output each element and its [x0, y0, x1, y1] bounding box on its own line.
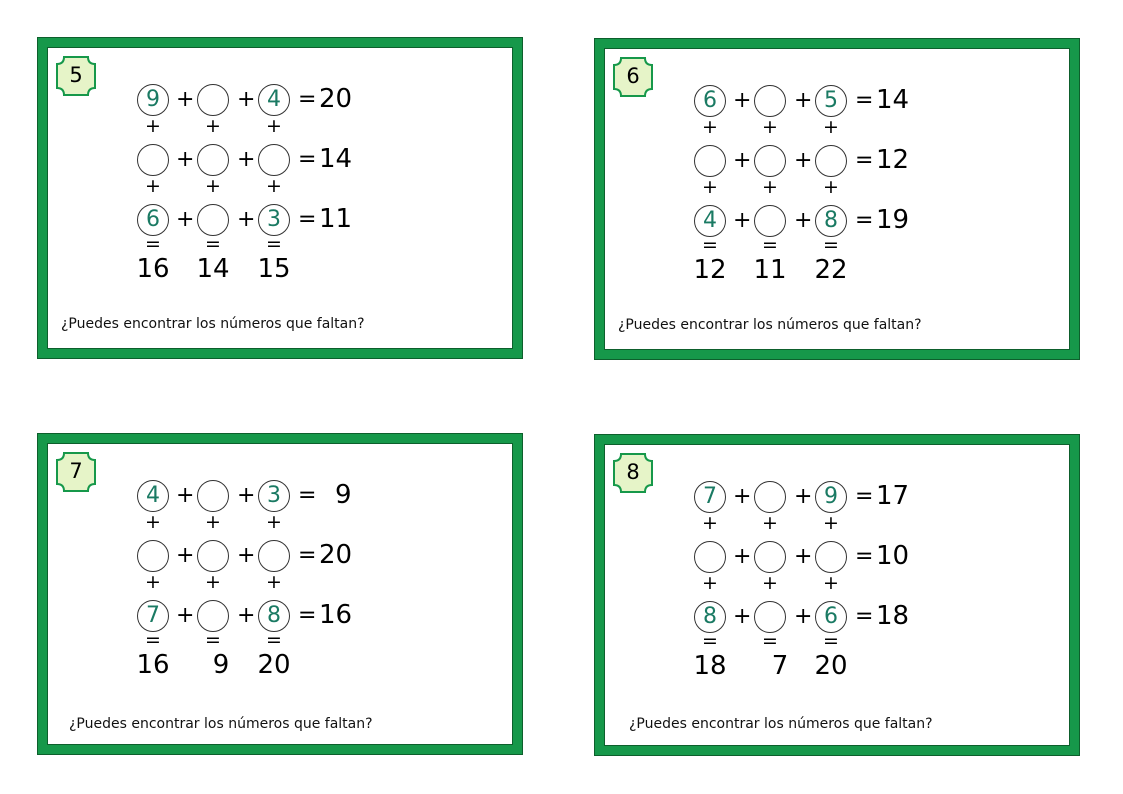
- plus-sign: +: [702, 116, 718, 138]
- puzzle-card-8: [594, 434, 1080, 756]
- row-sum: 11: [319, 204, 353, 234]
- answer-cell[interactable]: [694, 541, 726, 573]
- equals-sign: =: [205, 233, 221, 255]
- question-text: ¿Puedes encontrar los números que faltan?: [69, 716, 373, 732]
- answer-cell[interactable]: [694, 145, 726, 177]
- equals-sign: =: [298, 207, 317, 232]
- equals-sign: =: [823, 630, 839, 652]
- answer-cell[interactable]: 3: [258, 480, 290, 512]
- equals-sign: =: [855, 484, 874, 509]
- card-number: 8: [626, 460, 640, 484]
- plus-sign: +: [794, 88, 813, 113]
- answer-cell[interactable]: 8: [258, 600, 290, 632]
- plus-sign: +: [266, 571, 282, 593]
- plus-sign: +: [794, 604, 813, 629]
- equals-sign: =: [855, 148, 874, 173]
- answer-cell[interactable]: 8: [694, 601, 726, 633]
- column-sum: 15: [257, 254, 291, 284]
- equals-sign: =: [762, 234, 778, 256]
- plus-sign: +: [702, 512, 718, 534]
- answer-cell[interactable]: [754, 85, 786, 117]
- plus-sign: +: [205, 115, 221, 137]
- card-panel: [604, 444, 1070, 746]
- equals-sign: =: [145, 629, 161, 651]
- plus-sign: +: [823, 176, 839, 198]
- answer-cell[interactable]: [258, 540, 290, 572]
- plus-sign: +: [266, 511, 282, 533]
- plus-sign: +: [176, 207, 195, 232]
- answer-cell[interactable]: 6: [694, 85, 726, 117]
- plus-sign: +: [266, 115, 282, 137]
- row-sum: 18: [876, 601, 910, 631]
- equals-sign: =: [855, 208, 874, 233]
- number-puzzle-grid: [137, 84, 397, 304]
- answer-cell[interactable]: 6: [815, 601, 847, 633]
- plus-sign: +: [794, 544, 813, 569]
- answer-cell[interactable]: [197, 204, 229, 236]
- answer-cell[interactable]: [754, 541, 786, 573]
- card-number-badge: [54, 450, 98, 494]
- plus-sign: +: [733, 208, 752, 233]
- answer-cell[interactable]: 9: [137, 84, 169, 116]
- plus-sign: +: [237, 543, 256, 568]
- plus-sign: +: [237, 87, 256, 112]
- column-sum: 9: [212, 650, 230, 680]
- row-sum: 20: [319, 84, 353, 114]
- column-sum: 20: [257, 650, 291, 680]
- number-puzzle-grid: [694, 481, 954, 701]
- equals-sign: =: [266, 629, 282, 651]
- plus-sign: +: [762, 116, 778, 138]
- card-number-badge: [611, 451, 655, 495]
- puzzle-card-6: [594, 38, 1080, 360]
- card-number: 6: [626, 64, 640, 88]
- plus-sign: +: [205, 511, 221, 533]
- answer-cell[interactable]: [258, 144, 290, 176]
- equals-sign: =: [702, 630, 718, 652]
- row-sum: 16: [319, 600, 353, 630]
- equals-sign: =: [298, 87, 317, 112]
- answer-cell[interactable]: 4: [137, 480, 169, 512]
- row-sum: 10: [876, 541, 910, 571]
- plus-sign: +: [266, 175, 282, 197]
- equals-sign: =: [762, 630, 778, 652]
- answer-cell[interactable]: [815, 541, 847, 573]
- answer-cell[interactable]: [137, 540, 169, 572]
- question-text: ¿Puedes encontrar los números que faltan?: [629, 716, 933, 732]
- card-number: 7: [69, 459, 83, 483]
- row-sum: 17: [876, 481, 910, 511]
- plus-sign: +: [794, 148, 813, 173]
- equals-sign: =: [298, 543, 317, 568]
- answer-cell[interactable]: [815, 145, 847, 177]
- row-sum: 20: [319, 540, 353, 570]
- plus-sign: +: [145, 175, 161, 197]
- plus-sign: +: [176, 147, 195, 172]
- answer-cell[interactable]: [197, 144, 229, 176]
- column-sum: 22: [814, 255, 848, 285]
- plus-sign: +: [823, 116, 839, 138]
- question-text: ¿Puedes encontrar los números que faltan?: [61, 316, 365, 332]
- plus-sign: +: [733, 604, 752, 629]
- plus-sign: +: [237, 483, 256, 508]
- card-number-badge: [54, 54, 98, 98]
- card-number-badge: [611, 55, 655, 99]
- equals-sign: =: [855, 604, 874, 629]
- equals-sign: =: [855, 88, 874, 113]
- answer-cell[interactable]: [137, 144, 169, 176]
- equals-sign: =: [702, 234, 718, 256]
- plus-sign: +: [205, 571, 221, 593]
- plus-sign: +: [176, 603, 195, 628]
- puzzle-card-7: [37, 433, 523, 755]
- equals-sign: =: [145, 233, 161, 255]
- equals-sign: =: [298, 147, 317, 172]
- column-sum: 18: [693, 651, 727, 681]
- plus-sign: +: [237, 147, 256, 172]
- card-panel: [604, 48, 1070, 350]
- plus-sign: +: [237, 207, 256, 232]
- answer-cell[interactable]: 7: [137, 600, 169, 632]
- plus-sign: +: [823, 572, 839, 594]
- plus-sign: +: [733, 484, 752, 509]
- plus-sign: +: [145, 571, 161, 593]
- answer-cell[interactable]: [754, 145, 786, 177]
- column-sum: 12: [693, 255, 727, 285]
- column-sum: 7: [771, 651, 789, 681]
- equals-sign: =: [205, 629, 221, 651]
- plus-sign: +: [762, 512, 778, 534]
- plus-sign: +: [733, 148, 752, 173]
- plus-sign: +: [145, 115, 161, 137]
- equals-sign: =: [298, 483, 317, 508]
- plus-sign: +: [702, 176, 718, 198]
- column-sum: 20: [814, 651, 848, 681]
- answer-cell[interactable]: [754, 601, 786, 633]
- row-sum: 9: [335, 480, 352, 510]
- plus-sign: +: [176, 87, 195, 112]
- answer-cell[interactable]: 5: [815, 85, 847, 117]
- answer-cell[interactable]: 9: [815, 481, 847, 513]
- equals-sign: =: [298, 603, 317, 628]
- answer-cell[interactable]: 7: [694, 481, 726, 513]
- plus-sign: +: [794, 208, 813, 233]
- plus-sign: +: [733, 544, 752, 569]
- row-sum: 14: [319, 144, 353, 174]
- plus-sign: +: [176, 543, 195, 568]
- answer-cell[interactable]: [197, 480, 229, 512]
- column-sum: 16: [136, 254, 170, 284]
- card-panel: [47, 443, 513, 745]
- plus-sign: +: [823, 512, 839, 534]
- number-puzzle-grid: [137, 480, 397, 700]
- equals-sign: =: [266, 233, 282, 255]
- column-sum: 14: [196, 254, 230, 284]
- answer-cell[interactable]: 8: [815, 205, 847, 237]
- plus-sign: +: [205, 175, 221, 197]
- equals-sign: =: [823, 234, 839, 256]
- plus-sign: +: [762, 176, 778, 198]
- plus-sign: +: [237, 603, 256, 628]
- answer-cell[interactable]: 4: [258, 84, 290, 116]
- answer-cell[interactable]: 6: [137, 204, 169, 236]
- puzzle-card-5: [37, 37, 523, 359]
- question-text: ¿Puedes encontrar los números que faltan?: [618, 317, 922, 333]
- equals-sign: =: [855, 544, 874, 569]
- answer-cell[interactable]: [754, 481, 786, 513]
- answer-cell[interactable]: 3: [258, 204, 290, 236]
- plus-sign: +: [176, 483, 195, 508]
- plus-sign: +: [762, 572, 778, 594]
- answer-cell[interactable]: [754, 205, 786, 237]
- plus-sign: +: [702, 572, 718, 594]
- answer-cell[interactable]: [197, 600, 229, 632]
- answer-cell[interactable]: [197, 540, 229, 572]
- plus-sign: +: [145, 511, 161, 533]
- card-panel: [47, 47, 513, 349]
- column-sum: 11: [753, 255, 787, 285]
- column-sum: 16: [136, 650, 170, 680]
- row-sum: 12: [876, 145, 910, 175]
- row-sum: 14: [876, 85, 910, 115]
- answer-cell[interactable]: [197, 84, 229, 116]
- plus-sign: +: [733, 88, 752, 113]
- answer-cell[interactable]: 4: [694, 205, 726, 237]
- plus-sign: +: [794, 484, 813, 509]
- number-puzzle-grid: [694, 85, 954, 305]
- card-number: 5: [69, 63, 83, 87]
- row-sum: 19: [876, 205, 910, 235]
